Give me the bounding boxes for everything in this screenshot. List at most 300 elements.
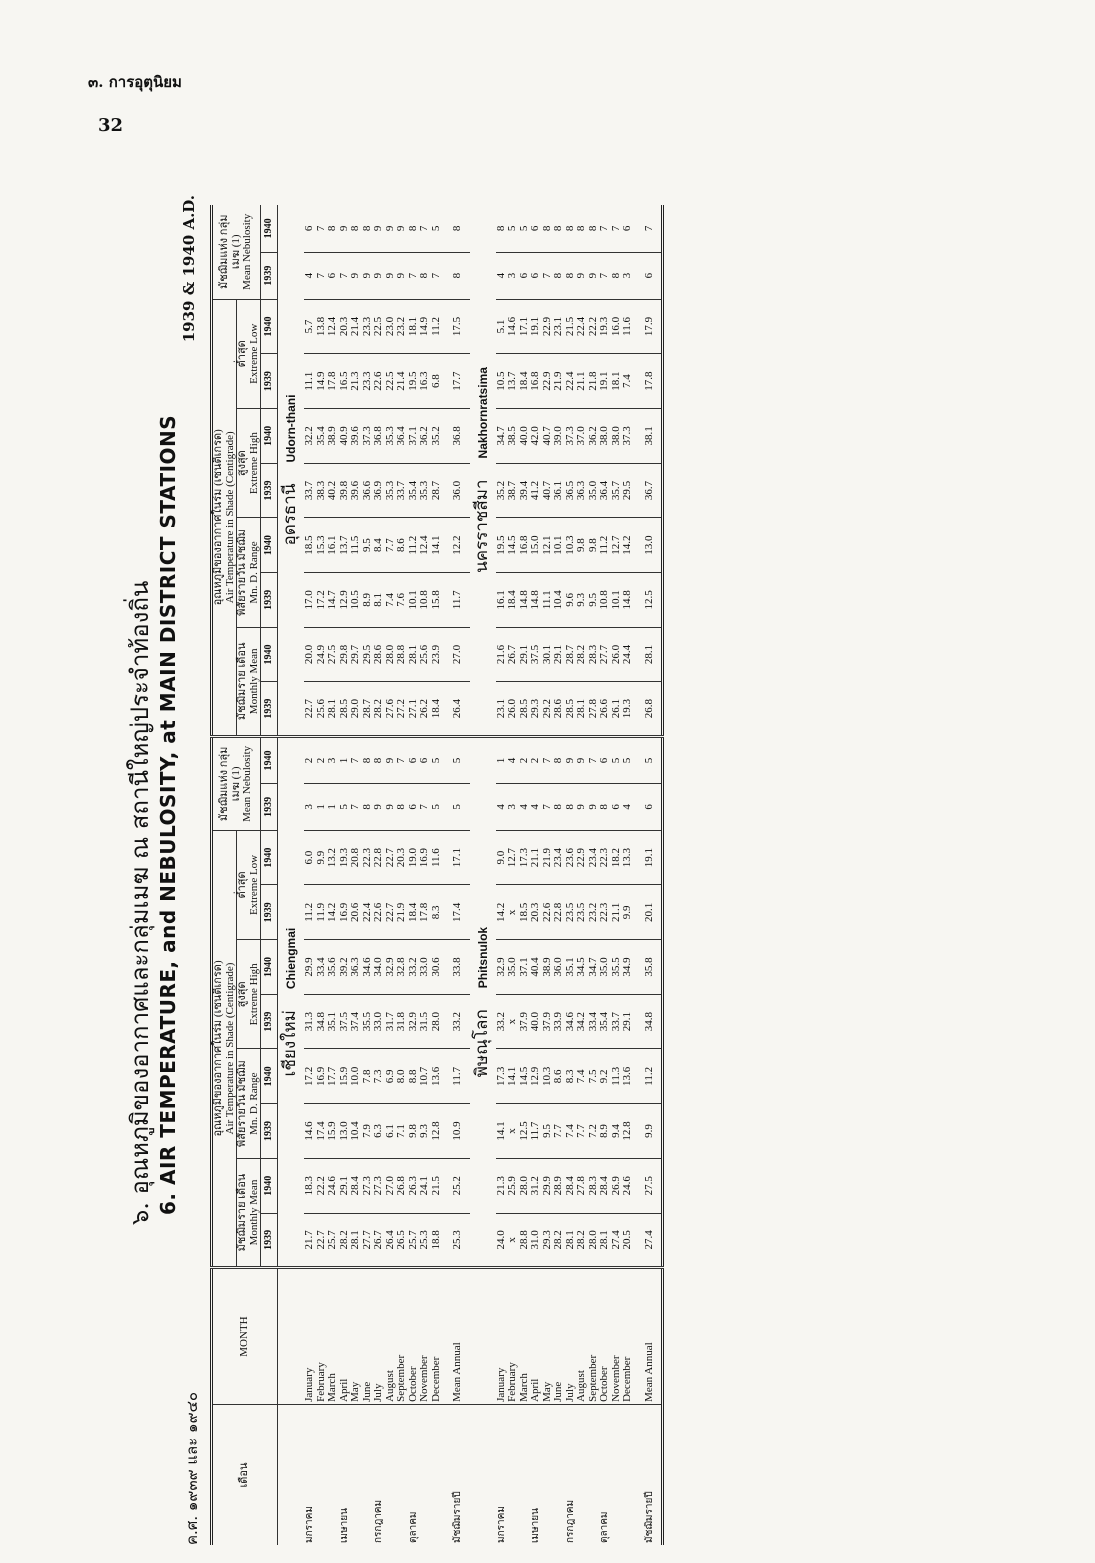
thai-month-label: ตุลาคม bbox=[407, 1511, 419, 1543]
data-cell: 33.7 bbox=[304, 463, 316, 518]
data-cell: 26.5 bbox=[396, 1213, 408, 1268]
data-cell: 20.0 bbox=[304, 627, 316, 682]
annual-cell: 36.0 bbox=[442, 463, 470, 518]
data-cell: 9 bbox=[350, 252, 362, 299]
data-cell: 19.3 bbox=[339, 830, 351, 885]
data-cell: 27.5 bbox=[327, 627, 339, 682]
annual-cell: 28.1 bbox=[634, 627, 663, 682]
data-cell: 28.2 bbox=[339, 1213, 351, 1268]
data-cell: 29.7 bbox=[350, 627, 362, 682]
blank-cell bbox=[470, 1268, 496, 1405]
month-label: February bbox=[316, 1268, 328, 1405]
data-cell: 3 bbox=[507, 783, 519, 830]
daily-range-header: พิสัยรายวัน มัชฌิม Mn. D. Range bbox=[237, 518, 261, 627]
data-cell: 36.3 bbox=[576, 463, 588, 518]
data-cell: 7 bbox=[408, 252, 420, 299]
data-cell: 23.2 bbox=[396, 299, 408, 354]
year-header: 1940 bbox=[261, 299, 278, 354]
data-cell: 31.2 bbox=[530, 1158, 542, 1213]
data-cell: 15.9 bbox=[327, 1104, 339, 1159]
data-cell: 18.5 bbox=[519, 885, 531, 940]
month-label: April bbox=[339, 1268, 351, 1405]
nebulosity-header-right: มัชฌิมแห่ง กลุ่มเมฆ (1) Mean Nebulosity bbox=[212, 205, 261, 299]
data-cell: 37.3 bbox=[622, 408, 634, 463]
table-row bbox=[611, 205, 623, 1545]
year-header: 1940 bbox=[261, 408, 278, 463]
data-cell: 21.1 bbox=[576, 354, 588, 409]
annual-cell: 8 bbox=[442, 205, 470, 252]
data-cell: 18.2 bbox=[611, 830, 623, 885]
data-cell: 29.8 bbox=[339, 627, 351, 682]
data-cell: 29.3 bbox=[530, 682, 542, 737]
annual-cell: 25.3 bbox=[442, 1213, 470, 1268]
data-cell: 34.7 bbox=[588, 940, 600, 995]
data-cell: 35.3 bbox=[385, 408, 397, 463]
table-row bbox=[588, 205, 600, 1545]
month-label: September bbox=[396, 1268, 408, 1405]
data-cell: 9 bbox=[588, 252, 600, 299]
thai-month-label bbox=[385, 1404, 397, 1545]
data-cell: 28.2 bbox=[553, 1213, 565, 1268]
data-cell: 7 bbox=[419, 205, 431, 252]
year-header: 1940 bbox=[261, 518, 278, 573]
data-cell: 14.5 bbox=[519, 1049, 531, 1104]
annual-cell: 5 bbox=[634, 737, 663, 784]
annual-cell: 12.5 bbox=[634, 572, 663, 627]
data-cell: 26.7 bbox=[507, 627, 519, 682]
table-row bbox=[419, 205, 431, 1545]
annual-cell: 38.1 bbox=[634, 408, 663, 463]
data-cell: 28.6 bbox=[373, 627, 385, 682]
data-cell: 16.0 bbox=[611, 299, 623, 354]
data-cell: 6.3 bbox=[373, 1104, 385, 1159]
data-cell: 5.7 bbox=[304, 299, 316, 354]
data-cell: 17.7 bbox=[327, 1049, 339, 1104]
annual-cell: 13.0 bbox=[634, 518, 663, 573]
data-cell: 8 bbox=[599, 783, 611, 830]
data-cell: 27.3 bbox=[373, 1158, 385, 1213]
data-cell: 29.1 bbox=[339, 1158, 351, 1213]
data-cell: 8 bbox=[542, 205, 554, 252]
data-cell: 25.6 bbox=[316, 682, 328, 737]
station-row bbox=[470, 205, 496, 1545]
data-cell: 38.3 bbox=[316, 463, 328, 518]
data-cell: 19.5 bbox=[496, 518, 508, 573]
data-cell: 39.2 bbox=[339, 940, 351, 995]
data-cell: 35.6 bbox=[327, 940, 339, 995]
data-cell: 8.9 bbox=[362, 572, 374, 627]
data-cell: 19.1 bbox=[530, 299, 542, 354]
data-cell: 6 bbox=[304, 205, 316, 252]
year-header: 1940 bbox=[261, 1049, 278, 1104]
data-cell: 7 bbox=[316, 252, 328, 299]
data-cell: 3 bbox=[327, 737, 339, 784]
title-thai: ๖. อุณหภูมิของอากาศและกลุ่มเมฆ ณ สถานีใหญ่ประจำท้องถิ่น bbox=[126, 580, 154, 1225]
data-cell: 40.7 bbox=[542, 408, 554, 463]
data-cell: 37.1 bbox=[408, 408, 420, 463]
month-label: June bbox=[362, 1268, 374, 1405]
data-cell: 35.3 bbox=[419, 463, 431, 518]
data-cell: 15.3 bbox=[316, 518, 328, 573]
thai-month-label bbox=[553, 1404, 565, 1545]
data-cell: 28.8 bbox=[396, 627, 408, 682]
daily-range-header: พิสัยรายวัน มัชฌิม Mn. D. Range bbox=[237, 1049, 261, 1158]
table-row bbox=[327, 205, 339, 1545]
month-label: July bbox=[565, 1268, 577, 1405]
data-cell: 31.7 bbox=[385, 994, 397, 1049]
data-cell: 21.7 bbox=[304, 1213, 316, 1268]
thai-month-label bbox=[519, 1404, 531, 1545]
data-cell: 35.2 bbox=[431, 408, 443, 463]
data-cell: 16.9 bbox=[419, 830, 431, 885]
data-cell: 7.7 bbox=[553, 1104, 565, 1159]
data-cell: 28.1 bbox=[599, 1213, 611, 1268]
data-cell: 16.8 bbox=[519, 518, 531, 573]
data-cell: 23.4 bbox=[553, 830, 565, 885]
annual-row bbox=[442, 205, 470, 1545]
table-row bbox=[622, 205, 634, 1545]
data-cell: 4 bbox=[507, 737, 519, 784]
data-cell: 23.4 bbox=[588, 830, 600, 885]
data-cell: 22.9 bbox=[576, 830, 588, 885]
data-cell: 34.5 bbox=[576, 940, 588, 995]
annual-cell: 8 bbox=[442, 252, 470, 299]
data-cell: 23.1 bbox=[553, 299, 565, 354]
data-cell: 4 bbox=[496, 783, 508, 830]
table-row bbox=[362, 205, 374, 1545]
data-cell: 9 bbox=[339, 205, 351, 252]
data-cell: 33.0 bbox=[373, 994, 385, 1049]
data-cell: 38.7 bbox=[507, 463, 519, 518]
month-label: December bbox=[431, 1268, 443, 1405]
data-cell: 8.0 bbox=[396, 1049, 408, 1104]
data-cell: 4 bbox=[496, 252, 508, 299]
data-cell: 9 bbox=[576, 783, 588, 830]
thai-month-label bbox=[507, 1404, 519, 1545]
table-row bbox=[431, 205, 443, 1545]
data-cell: 10.0 bbox=[350, 1049, 362, 1104]
year-header: 1939 bbox=[261, 252, 278, 299]
data-cell: 29.1 bbox=[519, 627, 531, 682]
annual-cell: 10.9 bbox=[442, 1104, 470, 1159]
data-cell: 26.9 bbox=[611, 1158, 623, 1213]
data-cell: 25.3 bbox=[419, 1213, 431, 1268]
thai-month-label bbox=[431, 1404, 443, 1545]
data-cell: 9 bbox=[385, 783, 397, 830]
data-cell: 6.9 bbox=[385, 1049, 397, 1104]
data-cell: 14.2 bbox=[622, 518, 634, 573]
month-label: March bbox=[327, 1268, 339, 1405]
data-cell: 9.3 bbox=[576, 572, 588, 627]
data-cell: 10.4 bbox=[350, 1104, 362, 1159]
annual-cell: 27.5 bbox=[634, 1158, 663, 1213]
data-cell: 11.2 bbox=[431, 299, 443, 354]
year-header: 1939 bbox=[261, 682, 278, 737]
annual-cell: 34.8 bbox=[634, 994, 663, 1049]
data-cell: 36.6 bbox=[362, 463, 374, 518]
data-cell: 15.0 bbox=[530, 518, 542, 573]
data-cell: 8 bbox=[373, 737, 385, 784]
annual-cell: 36.8 bbox=[442, 408, 470, 463]
data-cell: 9 bbox=[385, 737, 397, 784]
data-cell: 40.4 bbox=[530, 940, 542, 995]
annual-cell: 17.5 bbox=[442, 299, 470, 354]
data-cell: 27.7 bbox=[599, 627, 611, 682]
data-cell: 16.9 bbox=[316, 1049, 328, 1104]
data-cell: 23.0 bbox=[385, 299, 397, 354]
data-cell: 23.5 bbox=[576, 885, 588, 940]
data-cell: 9.4 bbox=[611, 1104, 623, 1159]
data-cell: x bbox=[507, 1104, 519, 1159]
temperature-table bbox=[210, 205, 664, 1545]
data-cell: 28.9 bbox=[553, 1158, 565, 1213]
table-row bbox=[385, 205, 397, 1545]
annual-cell: 17.7 bbox=[442, 354, 470, 409]
data-cell: 2 bbox=[304, 737, 316, 784]
extreme-low-header: ต่ำสุด Extreme Low bbox=[237, 830, 261, 939]
data-cell: 22.8 bbox=[553, 885, 565, 940]
data-cell: 8 bbox=[408, 205, 420, 252]
data-cell: 3 bbox=[507, 252, 519, 299]
data-cell: 26.4 bbox=[385, 1213, 397, 1268]
station-row bbox=[278, 205, 305, 1545]
data-cell: 11.2 bbox=[599, 518, 611, 573]
data-cell: 8 bbox=[565, 252, 577, 299]
annual-cell: 36.7 bbox=[634, 463, 663, 518]
annual-label-thai: มัชฌิมรายปี bbox=[643, 1491, 655, 1543]
data-cell: 34.7 bbox=[496, 408, 508, 463]
data-cell: 31.0 bbox=[530, 1213, 542, 1268]
data-cell: 33.0 bbox=[419, 940, 431, 995]
data-cell: 5 bbox=[431, 783, 443, 830]
data-cell: 10.5 bbox=[350, 572, 362, 627]
data-cell: 40.0 bbox=[530, 994, 542, 1049]
data-cell: 34.8 bbox=[316, 994, 328, 1049]
data-cell: 29.1 bbox=[553, 627, 565, 682]
data-cell: 22.9 bbox=[542, 354, 554, 409]
station-name-left bbox=[278, 737, 305, 1268]
data-cell: 8 bbox=[553, 783, 565, 830]
data-cell: 33.7 bbox=[611, 994, 623, 1049]
data-cell: 28.2 bbox=[576, 1213, 588, 1268]
table-row bbox=[576, 205, 588, 1545]
data-cell: 5 bbox=[431, 737, 443, 784]
data-cell: 9 bbox=[385, 205, 397, 252]
data-cell: 27.0 bbox=[385, 1158, 397, 1213]
annual-cell: 9.9 bbox=[634, 1104, 663, 1159]
data-cell: 14.9 bbox=[316, 354, 328, 409]
data-cell: 17.3 bbox=[519, 830, 531, 885]
data-cell: 36.8 bbox=[373, 408, 385, 463]
data-cell: 27.6 bbox=[385, 682, 397, 737]
data-cell: 34.6 bbox=[565, 994, 577, 1049]
data-cell: 4 bbox=[304, 252, 316, 299]
station-name-right bbox=[278, 205, 305, 737]
data-cell: 42.0 bbox=[530, 408, 542, 463]
month-label: September bbox=[588, 1268, 600, 1405]
station-name-left bbox=[470, 737, 496, 1268]
data-cell: 13.6 bbox=[622, 1049, 634, 1104]
data-cell: 14.8 bbox=[519, 572, 531, 627]
data-cell: 10.1 bbox=[611, 572, 623, 627]
data-cell: 26.1 bbox=[611, 682, 623, 737]
year-header: 1940 bbox=[261, 940, 278, 995]
data-cell: 28.2 bbox=[373, 682, 385, 737]
data-cell: 9 bbox=[565, 737, 577, 784]
data-cell: 36.0 bbox=[553, 940, 565, 995]
data-cell: 6 bbox=[419, 737, 431, 784]
data-cell: 8 bbox=[327, 205, 339, 252]
year-header: 1940 bbox=[261, 737, 278, 784]
data-cell: 20.3 bbox=[530, 885, 542, 940]
data-cell: 12.7 bbox=[507, 830, 519, 885]
data-cell: 7 bbox=[611, 205, 623, 252]
data-cell: 8.3 bbox=[431, 885, 443, 940]
table-row bbox=[408, 205, 420, 1545]
data-cell: 23.5 bbox=[565, 885, 577, 940]
data-cell: 8 bbox=[611, 252, 623, 299]
data-cell: 16.8 bbox=[530, 354, 542, 409]
year-header: 1939 bbox=[261, 354, 278, 409]
data-cell: 26.2 bbox=[419, 682, 431, 737]
data-cell: 28.5 bbox=[519, 682, 531, 737]
data-cell: 40.2 bbox=[327, 463, 339, 518]
data-cell: 7.4 bbox=[576, 1049, 588, 1104]
data-cell: 18.4 bbox=[431, 682, 443, 737]
data-cell: 21.9 bbox=[553, 354, 565, 409]
data-cell: 12.9 bbox=[530, 1049, 542, 1104]
data-cell: 8 bbox=[565, 783, 577, 830]
data-cell: 14.1 bbox=[496, 1104, 508, 1159]
data-cell: 10.8 bbox=[419, 572, 431, 627]
data-cell: 9.6 bbox=[565, 572, 577, 627]
data-cell: 11.5 bbox=[350, 518, 362, 573]
data-cell: 21.8 bbox=[588, 354, 600, 409]
data-cell: 7 bbox=[588, 737, 600, 784]
data-cell: 24.1 bbox=[419, 1158, 431, 1213]
data-cell: 35.2 bbox=[496, 463, 508, 518]
rotated-table-block bbox=[120, 155, 1020, 1545]
data-cell: 38.0 bbox=[611, 408, 623, 463]
data-cell: 22.7 bbox=[304, 682, 316, 737]
extreme-low-header: ต่ำสุด Extreme Low bbox=[237, 299, 261, 408]
data-cell: 28.1 bbox=[408, 627, 420, 682]
data-cell: 28.5 bbox=[339, 682, 351, 737]
data-cell: 28.0 bbox=[385, 627, 397, 682]
data-cell: 7 bbox=[350, 737, 362, 784]
data-cell: 29.9 bbox=[304, 940, 316, 995]
table-row bbox=[496, 205, 508, 1545]
data-cell: 9.8 bbox=[588, 518, 600, 573]
thai-month-label bbox=[316, 1404, 328, 1545]
data-cell: 6 bbox=[408, 737, 420, 784]
year-header: 1940 bbox=[261, 205, 278, 252]
year-header: 1939 bbox=[261, 783, 278, 830]
data-cell: 11.6 bbox=[431, 830, 443, 885]
data-cell: 5.1 bbox=[496, 299, 508, 354]
data-cell: 8 bbox=[553, 252, 565, 299]
data-cell: 12.4 bbox=[419, 518, 431, 573]
station-name-right bbox=[470, 205, 496, 737]
data-cell: 38.9 bbox=[542, 940, 554, 995]
data-cell: 30.6 bbox=[431, 940, 443, 995]
data-cell: 7.5 bbox=[588, 1049, 600, 1104]
nebulosity-header-left: มัชฌิมแห่ง กลุ่มเมฆ (1) Mean Nebulosity bbox=[212, 737, 261, 831]
data-cell: 8 bbox=[362, 205, 374, 252]
data-cell: 30.1 bbox=[542, 627, 554, 682]
station-name-english: Phitsnulok bbox=[475, 926, 490, 989]
data-cell: 9.9 bbox=[316, 830, 328, 885]
data-cell: 25.7 bbox=[327, 1213, 339, 1268]
data-cell: 7 bbox=[599, 205, 611, 252]
annual-cell: 6 bbox=[634, 252, 663, 299]
data-cell: 22.6 bbox=[373, 885, 385, 940]
year-header: 1939 bbox=[261, 885, 278, 940]
data-cell: 22.6 bbox=[373, 354, 385, 409]
annual-cell: 11.2 bbox=[634, 1049, 663, 1104]
thai-month-label bbox=[542, 1404, 554, 1545]
data-cell: 7 bbox=[542, 737, 554, 784]
data-cell: 6.8 bbox=[431, 354, 443, 409]
data-cell: 16.9 bbox=[339, 885, 351, 940]
data-cell: 5 bbox=[339, 783, 351, 830]
data-cell: 9.5 bbox=[588, 572, 600, 627]
data-cell: 28.0 bbox=[588, 1213, 600, 1268]
data-cell: 8 bbox=[419, 252, 431, 299]
data-cell: 21.4 bbox=[396, 354, 408, 409]
data-cell: 8.9 bbox=[599, 1104, 611, 1159]
data-cell: 18.4 bbox=[519, 354, 531, 409]
data-cell: 7.2 bbox=[588, 1104, 600, 1159]
data-cell: 2 bbox=[316, 737, 328, 784]
data-cell: 6.0 bbox=[304, 830, 316, 885]
data-cell: 9.9 bbox=[622, 885, 634, 940]
data-cell: 15.9 bbox=[339, 1049, 351, 1104]
data-cell: 8 bbox=[553, 205, 565, 252]
data-cell: 35.5 bbox=[611, 940, 623, 995]
month-label: March bbox=[519, 1268, 531, 1405]
data-cell: 7.7 bbox=[385, 518, 397, 573]
data-cell: 16.5 bbox=[339, 354, 351, 409]
data-cell: 28.4 bbox=[599, 1158, 611, 1213]
data-cell: 38.9 bbox=[327, 408, 339, 463]
data-cell: 7 bbox=[419, 783, 431, 830]
data-cell: 7.9 bbox=[362, 1104, 374, 1159]
annual-cell: 27.4 bbox=[634, 1213, 663, 1268]
data-cell: 33.4 bbox=[588, 994, 600, 1049]
data-cell: 23.9 bbox=[431, 627, 443, 682]
data-cell: 29.1 bbox=[622, 994, 634, 1049]
data-cell: 4 bbox=[622, 783, 634, 830]
data-cell: 18.4 bbox=[507, 572, 519, 627]
thai-month-label: ตุลาคม bbox=[599, 1511, 610, 1543]
month-label: January bbox=[304, 1268, 316, 1405]
data-cell: 7.7 bbox=[576, 1104, 588, 1159]
year-header: 1939 bbox=[261, 994, 278, 1049]
data-cell: 35.5 bbox=[362, 994, 374, 1049]
data-cell: 18.8 bbox=[431, 1213, 443, 1268]
data-cell: x bbox=[507, 1213, 519, 1268]
data-cell: 16.1 bbox=[327, 518, 339, 573]
data-cell: 23.1 bbox=[496, 682, 508, 737]
annual-cell: 6 bbox=[634, 783, 663, 830]
station-name-thai: พิษณุโลก bbox=[471, 1009, 491, 1078]
data-cell: 36.4 bbox=[396, 408, 408, 463]
data-cell: 25.7 bbox=[408, 1213, 420, 1268]
annual-cell: 26.4 bbox=[442, 682, 470, 737]
data-cell: 7 bbox=[396, 737, 408, 784]
table-row bbox=[565, 205, 577, 1545]
